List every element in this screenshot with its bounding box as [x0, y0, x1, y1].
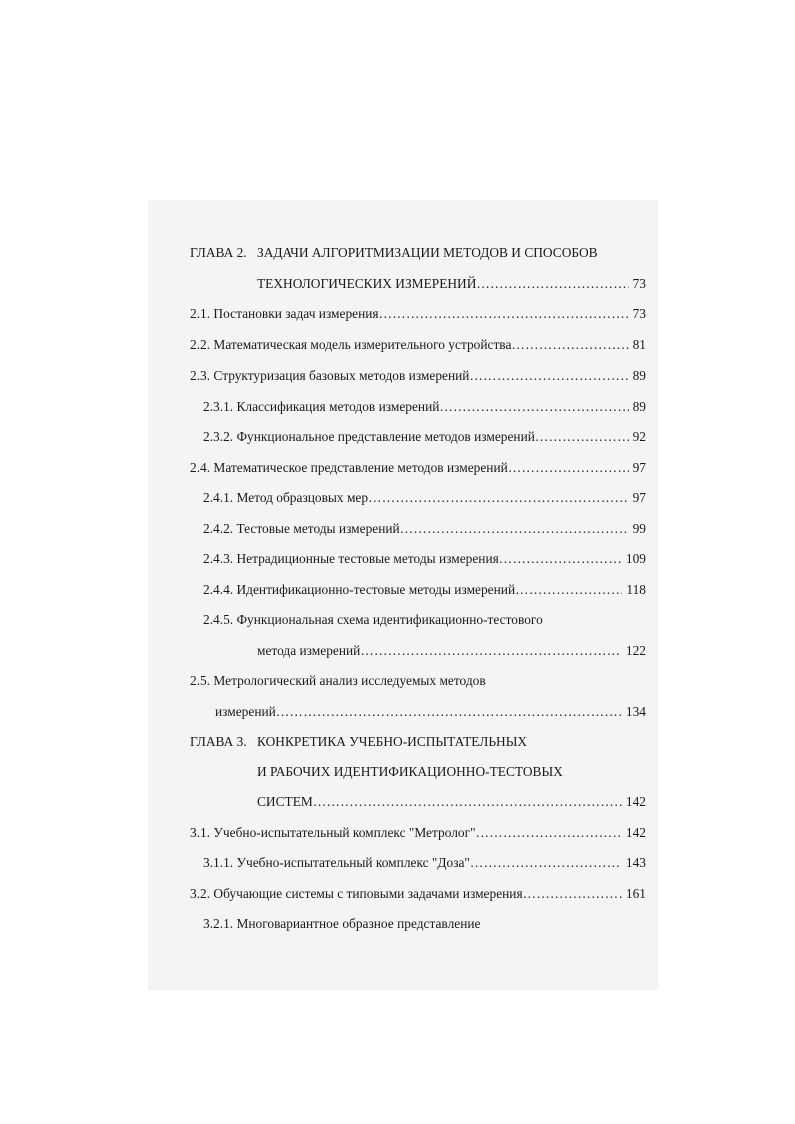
toc-entry-2-2[interactable]	[190, 337, 646, 353]
toc-entry-2-3-2[interactable]	[203, 429, 646, 445]
page-number: 118	[626, 582, 646, 597]
page-number: 73	[632, 306, 646, 321]
page-number: 89	[632, 399, 646, 414]
page-number: 89	[632, 368, 646, 383]
page-number: 81	[632, 337, 646, 352]
entry-title: 2.2. Математическая модель измерительного устройства	[190, 337, 512, 352]
dot-leader	[276, 704, 622, 720]
chapter-3-label: ГЛАВА 3.	[190, 734, 247, 749]
entry-title: 3.1.1. Учебно-испытательный комплекс "Доза"	[203, 855, 470, 870]
toc-entry-2-1[interactable]	[190, 306, 646, 322]
dot-leader	[368, 490, 629, 506]
dot-leader	[400, 521, 629, 537]
page-number: 109	[625, 551, 646, 566]
chapter-2-title-line-1: ЗАДАЧИ АЛГОРИТМИЗАЦИИ МЕТОДОВ И СПОСОБОВ	[257, 245, 598, 260]
entry-title: 3.1. Учебно-испытательный комплекс "Метролог"	[190, 825, 476, 840]
dot-leader	[523, 886, 622, 902]
dot-leader	[470, 855, 622, 871]
dot-leader	[379, 306, 629, 322]
entry-title: метода измерений	[257, 643, 361, 658]
entry-title: 2.3.1. Классификация методов измерений	[203, 399, 440, 414]
toc-entry-2-4-4[interactable]	[203, 582, 646, 598]
toc-entry-2-5[interactable]	[215, 704, 646, 720]
toc-entry-2-3-1[interactable]	[203, 399, 646, 415]
entry-title: 2.3.2. Функциональное представление методов измерений	[203, 429, 535, 444]
chapter-3-title-line-1: КОНКРЕТИКА УЧЕБНО-ИСПЫТАТЕЛЬНЫХ	[257, 734, 528, 749]
page-number: 97	[632, 460, 646, 475]
toc-entry-3-2[interactable]	[190, 886, 646, 902]
toc-entry-2-4-5-line-1: 2.4.5. Функциональная схема идентификационно-тестового	[203, 612, 543, 627]
dot-leader	[511, 337, 628, 353]
page-number: 97	[632, 490, 646, 505]
dot-leader	[499, 551, 622, 567]
entry-title: 3.2. Обучающие системы с типовыми задачами измерения	[190, 886, 523, 901]
dot-leader	[469, 368, 628, 384]
entry-title: измерений	[215, 704, 276, 719]
toc-entry-3-1[interactable]	[190, 825, 646, 841]
dot-leader	[508, 460, 629, 476]
page-number: 92	[632, 429, 646, 444]
chapter-2-title-line-2: ТЕХНОЛОГИЧЕСКИХ ИЗМЕРЕНИЙ	[257, 276, 477, 291]
toc-entry-2-5-line-1: 2.5. Метрологический анализ исследуемых методов	[190, 673, 486, 688]
dot-leader	[535, 429, 629, 445]
chapter-2-label: ГЛАВА 2.	[190, 245, 247, 260]
page-number: 134	[625, 704, 646, 719]
toc-entry-2-4-3[interactable]	[203, 551, 646, 567]
page-number: 143	[625, 855, 646, 870]
page-number: 122	[625, 643, 646, 658]
entry-title: 2.3. Структуризация базовых методов измерений	[190, 368, 470, 383]
dot-leader	[313, 794, 622, 810]
toc-entry-2-4-1[interactable]	[203, 490, 646, 506]
toc-entry-2-4[interactable]	[190, 460, 646, 476]
toc-entry-3-1-1[interactable]	[203, 855, 646, 871]
page-number: 99	[632, 521, 646, 536]
dot-leader	[476, 276, 628, 292]
toc-entry-2-4-5[interactable]	[257, 643, 646, 659]
entry-title: 2.4. Математическое представление методов измерений	[190, 460, 508, 475]
dot-leader	[515, 582, 622, 598]
chapter-3-title-line-3: СИСТЕМ	[257, 794, 313, 809]
page-number: 142	[625, 825, 646, 840]
page-number: 73	[632, 276, 646, 291]
entry-title: 2.4.1. Метод образцовых мер	[203, 490, 369, 505]
entry-title: 2.1. Постановки задач измерения	[190, 306, 379, 321]
chapter-3-title-line-2: И РАБОЧИХ ИДЕНТИФИКАЦИОННО-ТЕСТОВЫХ	[257, 764, 563, 779]
dot-leader	[439, 399, 628, 415]
entry-title: 2.4.3. Нетрадиционные тестовые методы измерения	[203, 551, 499, 566]
toc-entry-3-2-1: 3.2.1. Многовариантное образное представление	[203, 916, 481, 931]
chapter-2-entry[interactable]	[257, 276, 646, 292]
entry-title: 2.4.4. Идентификационно-тестовые методы измерений	[203, 582, 516, 597]
page-number: 142	[625, 794, 646, 809]
toc-entry-2-4-2[interactable]	[203, 521, 646, 537]
entry-title: 2.4.2. Тестовые методы измерений	[203, 521, 400, 536]
dot-leader	[360, 643, 622, 659]
toc-entry-2-3[interactable]	[190, 368, 646, 384]
page-number: 161	[625, 886, 646, 901]
dot-leader	[476, 825, 622, 841]
chapter-3-entry[interactable]	[257, 794, 646, 810]
